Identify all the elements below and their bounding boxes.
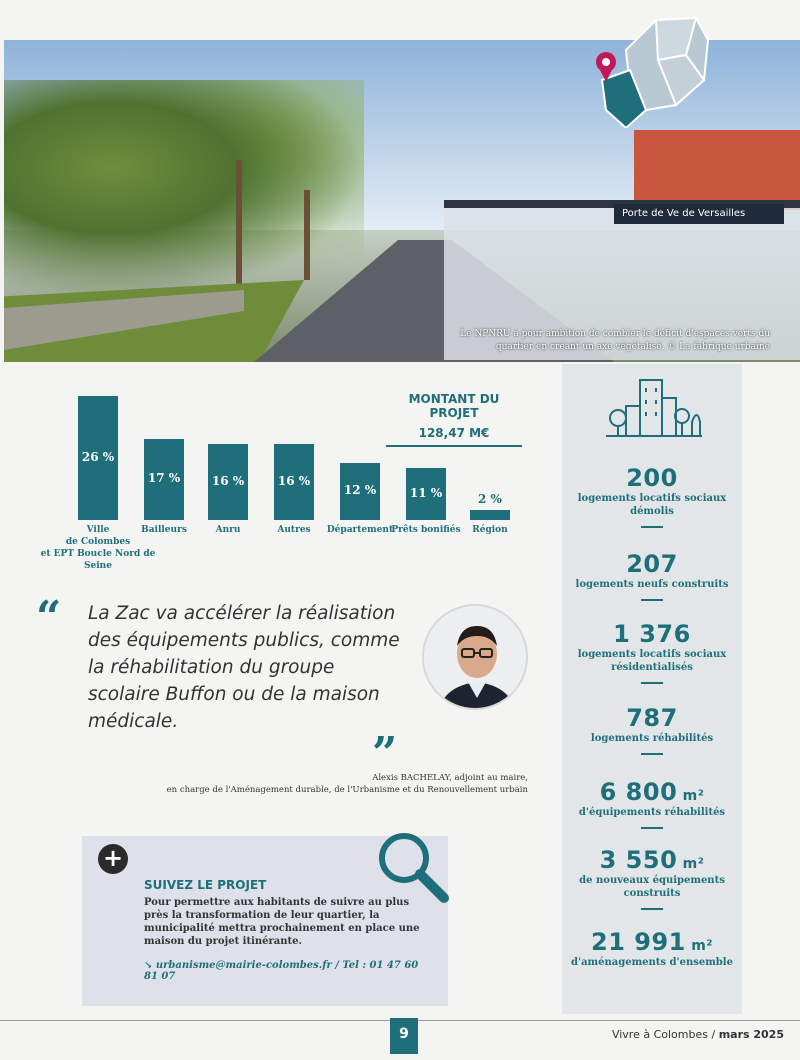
city-buildings-icon bbox=[602, 372, 702, 442]
stat-number bbox=[562, 464, 742, 492]
stat-divider bbox=[641, 599, 663, 601]
bar-category-line: Bailleurs bbox=[141, 525, 187, 535]
stat-divider bbox=[641, 908, 663, 910]
trees bbox=[4, 80, 364, 300]
stat-label: logements locatifs sociaux démolis bbox=[577, 493, 727, 517]
stat-item bbox=[562, 620, 742, 684]
stat-number bbox=[562, 846, 742, 874]
follow-contact bbox=[144, 960, 434, 982]
quote-attribution bbox=[150, 772, 528, 796]
district-map-icon bbox=[596, 10, 716, 128]
bar bbox=[470, 510, 510, 520]
quote-open-icon: “ bbox=[36, 592, 62, 643]
stat-label: d'équipements réhabilités bbox=[578, 807, 726, 818]
follow-title: SUIVEZ LE PROJET bbox=[144, 878, 267, 892]
stat-unit: m² bbox=[677, 788, 705, 804]
project-amount bbox=[386, 392, 522, 447]
bar-value-label: 26 % bbox=[81, 450, 115, 464]
quote-text: La Zac va accélérer la réalisation des équipements publics, comme la réhabilitation du groupe scolaire Buffon ou de la maison médicale. bbox=[88, 603, 400, 732]
stats-column bbox=[562, 364, 742, 1014]
bar-category-line: Région bbox=[472, 525, 508, 535]
stat-item bbox=[562, 464, 742, 528]
quote-author-role: en charge de l'Aménagement durable, de l'Urbanisme et du Renouvellement urbain bbox=[166, 785, 528, 795]
tree-trunk bbox=[304, 190, 310, 280]
project-amount-label: MONTANT DU PROJET bbox=[408, 392, 500, 420]
bar-value-label: 2 % bbox=[478, 492, 502, 507]
arrow-icon: ↘ bbox=[144, 960, 153, 971]
stat-label: logements réhabilités bbox=[590, 733, 714, 744]
magazine-title bbox=[612, 1028, 784, 1041]
stat-value: 1 376 bbox=[613, 620, 691, 648]
stat-unit: m² bbox=[677, 856, 705, 872]
stat-item bbox=[562, 846, 742, 910]
stat-value: 207 bbox=[626, 550, 678, 578]
stat-item bbox=[562, 704, 742, 755]
shelter-sign: Porte de Ve de Versailles bbox=[614, 204, 784, 224]
stat-value: 6 800 bbox=[599, 778, 678, 806]
stat-label: de nouveaux équipements construits bbox=[579, 875, 725, 899]
stat-number bbox=[562, 620, 742, 648]
follow-body: Pour permettre aux habitants de suivre au plus près la transformation de leur quartier, la municipalité mettra prochainement en place une maison du projet itinérante. bbox=[144, 897, 420, 947]
stat-divider bbox=[641, 753, 663, 755]
bar-category-line: Ville bbox=[86, 525, 110, 535]
bar-category-line: Département bbox=[326, 525, 394, 535]
stat-unit: m² bbox=[685, 938, 713, 954]
stat-number bbox=[562, 778, 742, 806]
quote-author: Alexis BACHELAY, adjoint au maire, bbox=[372, 773, 528, 783]
stat-item bbox=[562, 928, 742, 969]
quote-close-icon: ” bbox=[372, 728, 398, 779]
stat-number bbox=[562, 928, 742, 956]
stat-value: 200 bbox=[626, 464, 678, 492]
stat-value: 3 550 bbox=[599, 846, 678, 874]
magnifier-icon bbox=[372, 826, 452, 906]
stat-divider bbox=[641, 682, 663, 684]
stat-label: d'aménagements d'ensemble bbox=[571, 957, 733, 968]
stat-divider bbox=[641, 526, 663, 528]
bar-value-label: 16 % bbox=[277, 473, 311, 488]
bar-value-label: 11 % bbox=[409, 485, 443, 500]
bar-value-label: 12 % bbox=[343, 483, 377, 498]
bar-category-line: Prêts bonifiés bbox=[391, 525, 461, 535]
person-avatar-icon bbox=[424, 606, 528, 710]
contact-details[interactable]: urbanisme@mairie-colombes.fr / Tel : 01 47 60 81 07 bbox=[144, 960, 419, 982]
bar-category-line: et EPT Boucle Nord de Seine bbox=[40, 549, 156, 571]
stat-number bbox=[562, 550, 742, 578]
stat-label: logements locatifs sociaux résidentialisés bbox=[577, 649, 727, 673]
magazine-name: Vivre à Colombes / bbox=[611, 1028, 716, 1041]
portrait-photo bbox=[422, 604, 528, 710]
photo-caption: Le NPNRU a pour ambition de combler le déficit d'espaces verts du quartier en créant un axe végétalisé. © La fabrique urbaine bbox=[460, 329, 770, 352]
stat-label: logements neufs construits bbox=[575, 579, 729, 590]
bar-category-line: de Colombes bbox=[65, 537, 131, 547]
bar-value-label: 17 % bbox=[147, 471, 181, 486]
stat-value: 787 bbox=[626, 704, 678, 732]
building bbox=[634, 130, 800, 210]
bar-category-line: Autres bbox=[277, 525, 311, 535]
magazine-issue: mars 2025 bbox=[718, 1028, 784, 1041]
stat-item bbox=[562, 778, 742, 829]
bar-value-label: 16 % bbox=[211, 473, 245, 488]
stat-value: 21 991 bbox=[591, 928, 686, 956]
bar-category-line: Anru bbox=[215, 525, 241, 535]
page-number: 9 bbox=[390, 1018, 418, 1054]
bar-category-label bbox=[425, 524, 555, 536]
stat-divider bbox=[641, 827, 663, 829]
plus-icon: + bbox=[98, 844, 128, 874]
stat-item bbox=[562, 550, 742, 601]
stat-number bbox=[562, 704, 742, 732]
project-amount-value: 128,47 M€ bbox=[386, 420, 522, 447]
